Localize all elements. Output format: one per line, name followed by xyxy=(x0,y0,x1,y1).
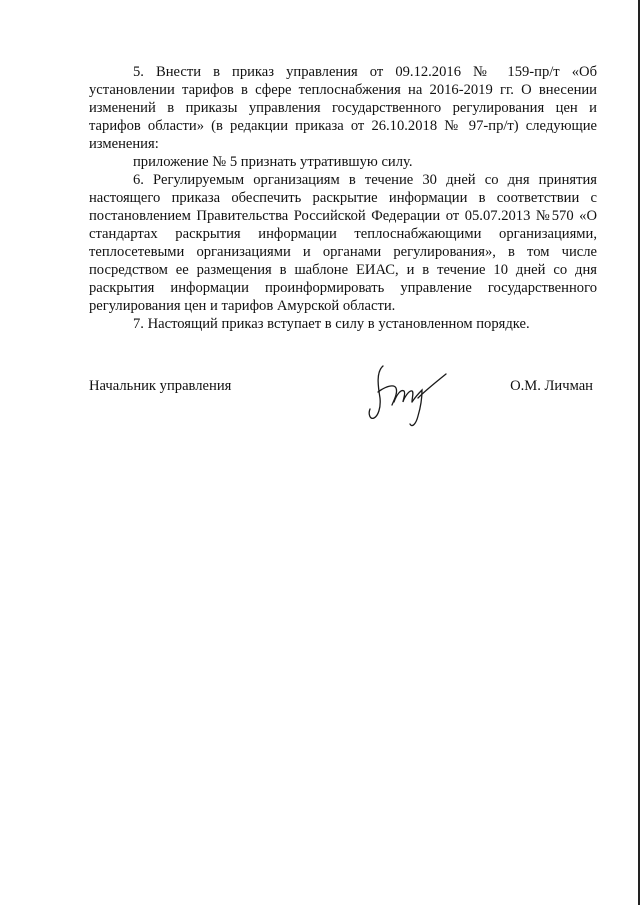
signer-title: Начальник управления xyxy=(89,378,232,394)
paragraph-appendix-5: приложение № 5 признать утратившую силу. xyxy=(133,154,413,170)
signer-name: О.М. Личман xyxy=(510,378,593,394)
paragraph-item-7: 7. Настоящий приказ вступает в силу в установленном порядке. xyxy=(133,316,530,332)
signature-block xyxy=(89,370,597,440)
paragraph-item-6: 6. Регулируемым организациям в течение 30 дней со дня принятия настоящего приказа обеспечить раскрытие информации в соответствии с постановлением Правительства Российской Федерации от 05.07.2013 №570 «О стандартах раскрытия информации теплоснабжающими организациями, теплосетевыми организациями и органами регулирования», в том числе посредством ее размещения в шаблоне ЕИАС, и в течение 10 дней со дня раскрытия информации проинформировать управление государственного регулирования цен и тарифов Амурской области. xyxy=(89,172,597,314)
handwritten-signature xyxy=(364,358,454,434)
paragraph-item-5: 5. Внести в приказ управления от 09.12.2016 № 159-пр/т «Об установлении тарифов в сфере теплоснабжения на 2016-2019 гг. О внесении изменений в приказы управления государственного регулирования цен и тарифов области» (в редакции приказа от 26.10.2018 № 97-пр/т) следующие изменения: xyxy=(89,64,597,152)
document-body xyxy=(89,63,597,333)
